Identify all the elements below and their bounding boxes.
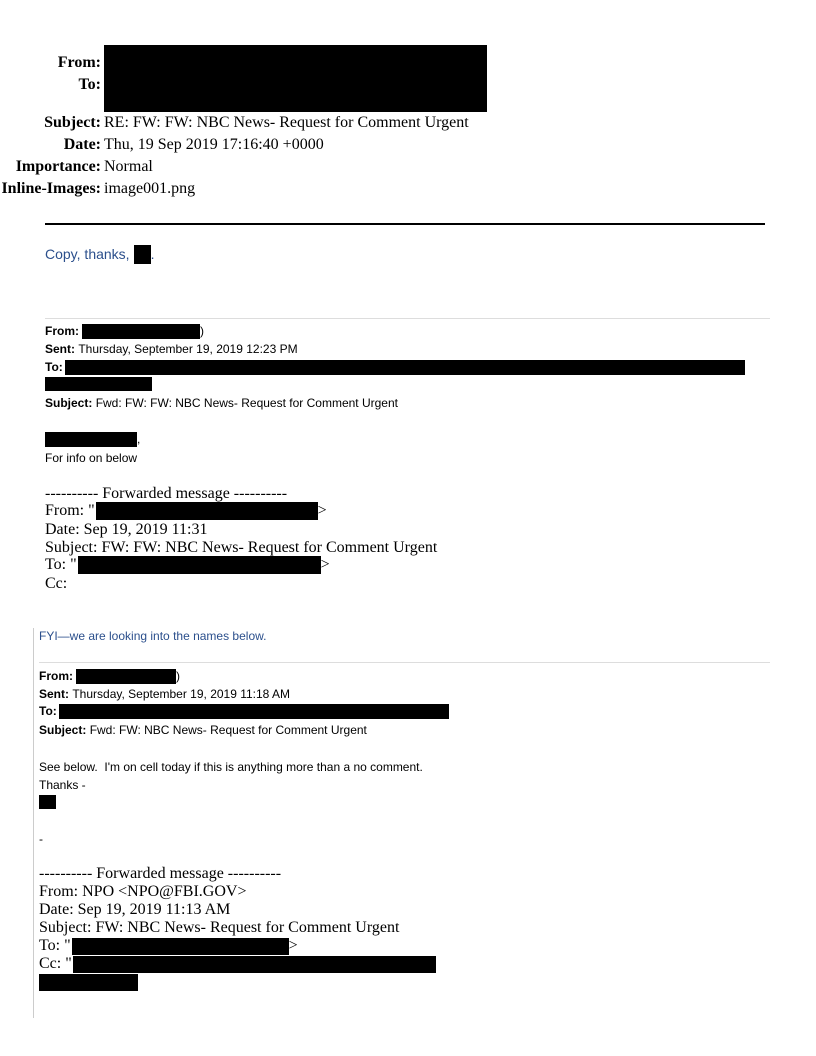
redaction [134, 245, 151, 264]
from-tail: ) [200, 324, 204, 338]
message-divider [45, 318, 770, 319]
fwd-from: From: " [45, 502, 95, 519]
fwd-from: From: NPO <NPO@FBI.GOV> [39, 883, 247, 900]
sent-label: Sent: [45, 342, 75, 356]
from-label: From: [39, 669, 73, 683]
fyi-text: FYI—we are looking into the names below. [39, 629, 267, 643]
subject-value: Fwd: FW: FW: NBC News- Request for Comment Urgent [95, 396, 398, 410]
redaction [104, 45, 487, 112]
redaction [45, 377, 152, 391]
to-label: To: [78, 76, 101, 93]
message-signoff: Thanks - [39, 778, 86, 792]
inline-images-label: Inline-Images: [1, 180, 101, 197]
importance-label: Importance: [15, 158, 101, 175]
fwd-to: To: " [39, 937, 71, 954]
subject-label: Subject: [44, 114, 101, 131]
greeting-comma: , [137, 432, 141, 446]
redaction [82, 324, 200, 339]
subject-value: RE: FW: FW: NBC News- Request for Comment Urgent [104, 114, 469, 131]
fwd-to: To: " [45, 556, 77, 573]
reply-body: Copy, thanks, [45, 246, 130, 262]
date-label: Date: [63, 136, 101, 153]
redaction [76, 669, 176, 684]
dash: - [39, 832, 43, 846]
subject-label: Subject: [39, 723, 87, 737]
to-label: To: [45, 360, 63, 374]
redaction [59, 704, 449, 719]
fwd-date: Date: Sep 19, 2019 11:13 AM [39, 901, 231, 918]
message-body: See below. I'm on cell today if this is anything more than a no comment. [39, 760, 423, 774]
fwd-cc: Cc: [45, 575, 68, 592]
redaction [45, 432, 137, 447]
forward-divider: ---------- Forwarded message ---------- [45, 485, 288, 502]
reply-period: . [150, 246, 155, 262]
reply-text [45, 245, 154, 264]
subject-value: Fwd: FW: NBC News- Request for Comment Urgent [89, 723, 367, 737]
from-label: From: [57, 54, 101, 71]
message-divider [39, 662, 770, 663]
redaction [39, 795, 56, 809]
from-tail: ) [176, 669, 180, 683]
message-body: For info on below [45, 451, 138, 465]
header-divider [45, 223, 765, 225]
subject-label: Subject: [45, 396, 93, 410]
sent-value: Thursday, September 19, 2019 11:18 AM [72, 687, 291, 701]
inline-images-value: image001.png [104, 180, 196, 197]
redaction [72, 938, 289, 955]
redaction [39, 974, 138, 991]
redaction [73, 956, 436, 973]
fwd-to-tail: > [320, 556, 330, 573]
to-label: To: [39, 704, 57, 718]
fwd-subject: Subject: FW: FW: NBC News- Request for Comment Urgent [45, 539, 438, 556]
sent-label: Sent: [39, 687, 69, 701]
quote-bar [33, 628, 34, 1018]
fwd-cc: Cc: " [39, 955, 72, 972]
importance-value: Normal [104, 158, 153, 175]
fwd-date: Date: Sep 19, 2019 11:31 [45, 521, 208, 538]
date-value: Thu, 19 Sep 2019 17:16:40 +0000 [104, 136, 324, 153]
fwd-subject: Subject: FW: NBC News- Request for Comment Urgent [39, 919, 400, 936]
forward-divider: ---------- Forwarded message ---------- [39, 865, 282, 882]
fwd-to-tail: > [288, 937, 298, 954]
redaction [78, 556, 321, 574]
redaction [96, 502, 318, 520]
fwd-from-tail: > [317, 502, 327, 519]
email-header [0, 45, 487, 200]
from-label: From: [45, 324, 79, 338]
sent-value: Thursday, September 19, 2019 12:23 PM [78, 342, 298, 356]
redaction [65, 360, 745, 375]
